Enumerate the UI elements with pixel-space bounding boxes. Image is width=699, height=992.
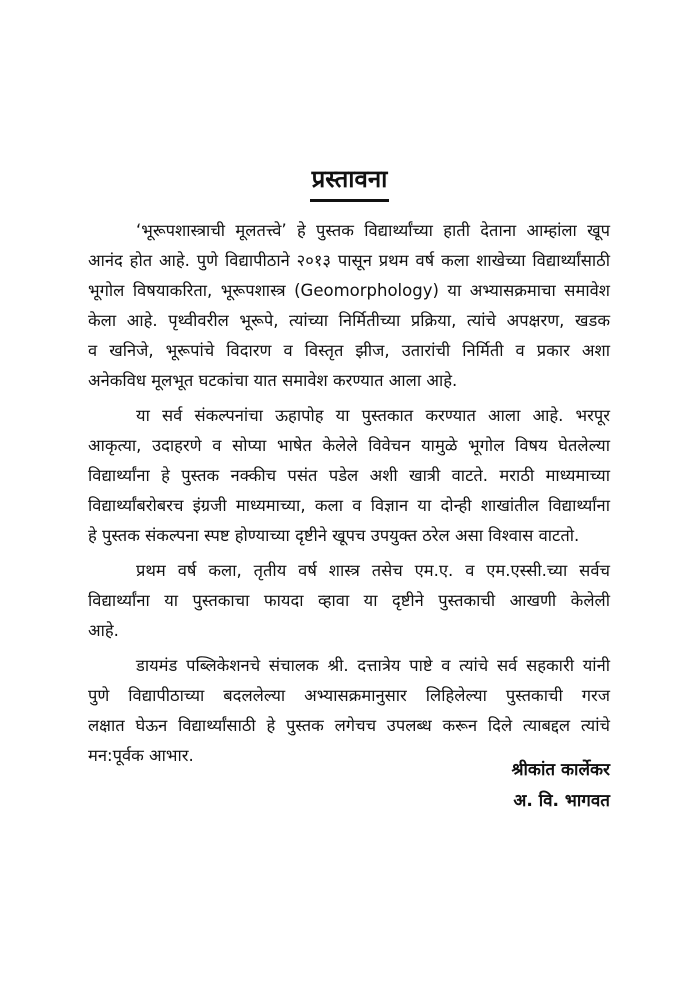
paragraph-line: विद्यार्थ्यांना या पुस्तकाचा फायदा व्हावा या दृष्टीने पुस्तकाची आखणी केलेली bbox=[88, 591, 610, 610]
paragraph-line: अनेकविध मूलभूत घटकांचा यात समावेश करण्यात आला आहे. bbox=[88, 371, 458, 390]
paragraph-line: भूगोल विषयाकरिता, भूरूपशास्त्र (Geomorphology) या अभ्यासक्रमाचा समावेश bbox=[88, 281, 610, 300]
paragraph bbox=[88, 556, 610, 646]
paragraph-line: लक्षात घेऊन विद्यार्थ्यांसाठी हे पुस्तक लगेचच उपलब्ध करून दिले त्याबद्दल त्यांचे bbox=[88, 716, 610, 735]
page-title-wrap bbox=[0, 162, 699, 202]
paragraph-line: हे पुस्तक संकल्पना स्पष्ट होण्याच्या दृष्टीने खूपच उपयुक्त ठरेल असा विश्वास वाटतो. bbox=[88, 526, 580, 545]
paragraph-line: आकृत्या, उदाहरणे व सोप्या भाषेत केलेले विवेचन यामुळे भूगोल विषय घेतलेल्या bbox=[88, 436, 610, 455]
paragraph bbox=[88, 651, 610, 771]
paragraph-line: मन:पूर्वक आभार. bbox=[88, 746, 194, 765]
paragraph-line: आनंद होत आहे. पुणे विद्यापीठाने २०१३ पासून प्रथम वर्ष कला शाखेच्या विद्यार्थ्यांसाठी bbox=[88, 251, 610, 270]
author-signature-1: श्रीकांत कार्लेकर bbox=[511, 760, 610, 780]
paragraph-line: केला आहे. पृथ्वीवरील भूरूपे, त्यांच्या निर्मितीच्या प्रक्रिया, त्यांचे अपक्षरण, खडक bbox=[88, 311, 610, 330]
paragraph-line: प्रथम वर्ष कला, तृतीय वर्ष शास्त्र तसेच एम.ए. व एम.एस्सी.च्या सर्वच bbox=[136, 561, 610, 580]
paragraph-line: पुणे विद्यापीठाच्या बदललेल्या अभ्यासक्रमानुसार लिहिलेल्या पुस्तकाची गरज bbox=[88, 686, 610, 705]
paragraph-line: विद्यार्थ्यांबरोबरच इंग्रजी माध्यमाच्या, कला व विज्ञान या दोन्ही शाखांतील विद्यार्थ्यांना bbox=[88, 496, 610, 515]
paragraph-line: ‘भूरूपशास्त्राची मूलतत्त्वे’ हे पुस्तक विद्यार्थ्यांच्या हाती देताना आम्हांला खूप bbox=[136, 221, 610, 240]
paragraph bbox=[88, 216, 610, 396]
paragraph-line: डायमंड पब्लिकेशनचे संचालक श्री. दत्तात्रेय पाष्टे व त्यांचे सर्व सहकारी यांनी bbox=[136, 656, 610, 675]
preface-body bbox=[88, 216, 610, 776]
page-title: प्रस्तावना bbox=[310, 162, 390, 202]
paragraph-line: विद्यार्थ्यांना हे पुस्तक नक्कीच पसंत पडेल अशी खात्री वाटते. मराठी माध्यमाच्या bbox=[88, 466, 610, 485]
paragraph-line: आहे. bbox=[88, 621, 119, 640]
paragraph bbox=[88, 401, 610, 551]
paragraph-line: व खनिजे, भूरूपांचे विदारण व विस्तृत झीज, उतारांची निर्मिती व प्रकार अशा bbox=[88, 341, 610, 360]
paragraph-line: या सर्व संकल्पनांचा ऊहापोह या पुस्तकात करण्यात आला आहे. भरपूर bbox=[136, 406, 610, 425]
author-signature-2: अ. वि. भागवत bbox=[513, 791, 610, 811]
